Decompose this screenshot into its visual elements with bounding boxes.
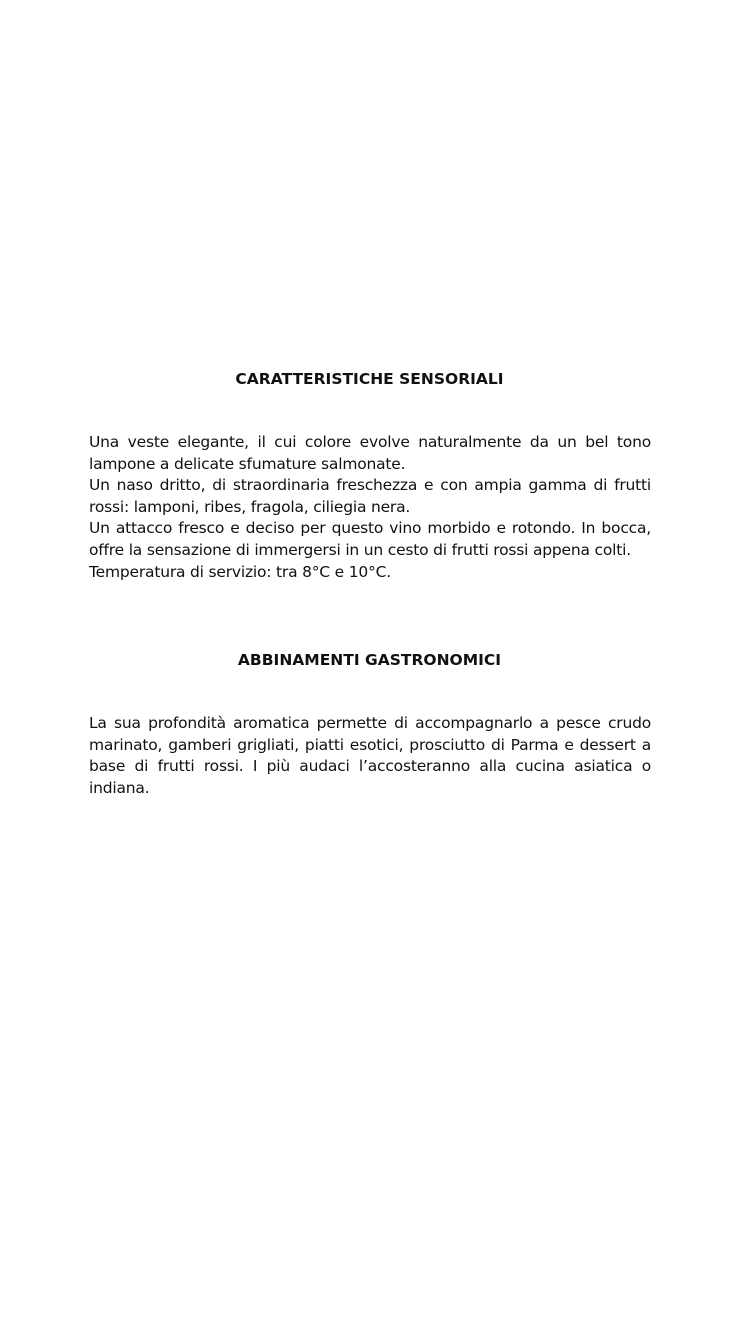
paragraph-pairing: La sua profondità aromatica permette di accompagnarlo a pesce crudo marinato, gamberi grigliati, piatti esotici, prosciutto di Parma e dessert a base di frutti rossi. I più audaci l’accosteranno alla cucina asiatica o indiana. bbox=[89, 714, 651, 797]
food-pairing-description bbox=[89, 713, 651, 799]
paragraph-serving-temperature: Temperatura di servizio: tra 8°C e 10°C. bbox=[89, 562, 391, 581]
paragraph-palate: Un attacco fresco e deciso per questo vino morbido e rotondo. In bocca, offre la sensazione di immergersi in un cesto di frutti rossi appena colti. bbox=[89, 519, 651, 559]
section-title-food-pairing: ABBINAMENTI GASTRONOMICI bbox=[237, 651, 502, 669]
sensory-description bbox=[89, 432, 651, 583]
section-title-sensory: CARATTERISTICHE SENSORIALI bbox=[235, 370, 504, 388]
paragraph-appearance: Una veste elegante, il cui colore evolve naturalmente da un bel tono lampone a delicate sfumature salmonate. bbox=[89, 433, 651, 473]
paragraph-nose: Un naso dritto, di straordinaria freschezza e con ampia gamma di frutti rossi: lamponi, ribes, fragola, ciliegia nera. bbox=[89, 476, 651, 516]
